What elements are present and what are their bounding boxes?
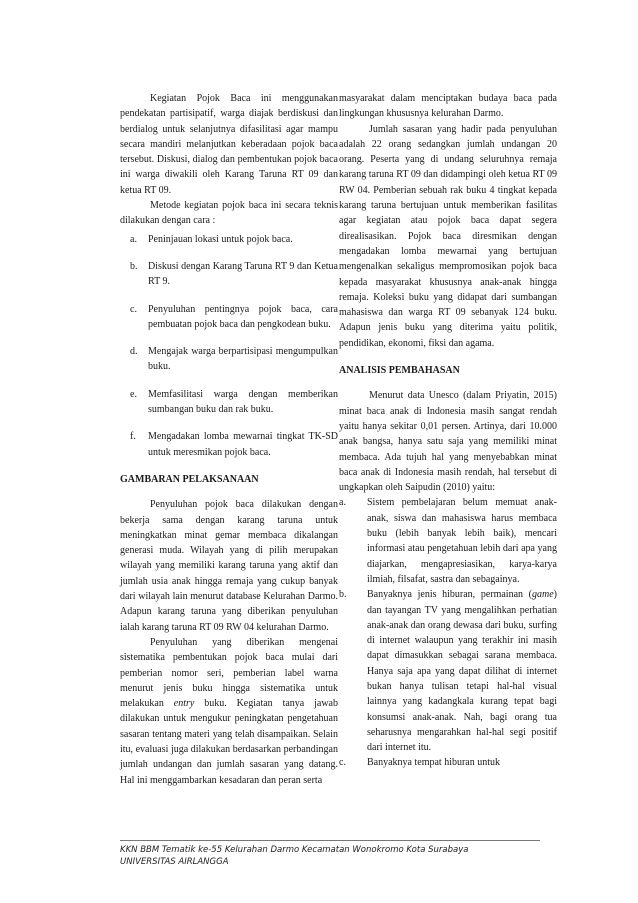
footer-line: UNIVERSITAS AIRLANGGA bbox=[120, 857, 229, 867]
list-item: a. Peninjauan lokasi untuk pojok baca. bbox=[130, 233, 293, 245]
list-item: f. Mengadakan lomba mewarnai tingkat TK-SD untuk meresmikan pojok baca. bbox=[130, 431, 338, 458]
paragraph-unesco: Menurut data Unesco (dalam Priyatin, 2015) minat baca anak di Indonesia masih sangat rendah yaitu hanya sekitar 0,01 persen. Artinya, dari 10.000 anak bangsa, hanya satu saja yang memiliki minat membaca. Ada tujuh hal yang menyebabkan minat baca anak di Indonesia masih rendah, hal tersebut di ungkapkan oleh Saipudin (2010) yaitu: bbox=[339, 390, 557, 494]
list-item: a. Sistem pembelajaran belum memuat anak-anak, siswa dan mahasiswa harus membaca buku (lebih banyak lebih baik), mencari informasi atau pengetahuan lebih dari apa yang diajarkan, mengapresiasikan, karya-karya ilmiah, filsafat, sastra dan sebagainya. bbox=[339, 497, 557, 585]
paragraph-continuation: masyarakat dalam menciptakan budaya baca pada lingkungan khususnya kelurahan Darmo. bbox=[339, 93, 557, 120]
section-heading-implementation: GAMBARAN PELAKSANAAN bbox=[120, 473, 259, 485]
list-item: e. Memfasilitasi warga dengan memberikan sumbangan buku dan rak buku. bbox=[130, 388, 338, 416]
list-item: d. Mengajak warga berpartisipasi mengumpulkan buku. bbox=[130, 346, 338, 373]
left-column bbox=[120, 91, 338, 788]
paragraph-participants: Jumlah sasaran yang hadir pada penyuluhan adalah 22 orang sedangkan jumlah undangan 20 orang. Peserta yang di undang seluruhnya remaja karang taruna RT 09 dan didampingi oleh ketua RT 09 RW 04. Pemberian sebuah rak buku 4 tingkat kepada karang taruna bertujuan untuk memberikan fasilitas agar kegiatan atau pojok baca dapat segera direalisasikan. Pojok baca diresmikan dengan mengadakan lomba mewarnai yang bertujuan mengenalkan sekaligus mempromosikan pojok baca kepada masyarakat khususnya anak-anak hingga remaja. Koleksi buku yang didapat dari sumbangan mahasiswa dan warga RT 09 sebanyak 124 buku. Adapun jenis buku yang diterima yaitu politik, pendidikan, ekonomi, fiksi dan agama. bbox=[339, 123, 557, 349]
footer-line: KKN BBM Tematik ke-55 Kelurahan Darmo Kecamatan Wonokromo Kota Surabaya bbox=[120, 845, 469, 855]
page-footer bbox=[120, 840, 540, 868]
right-column bbox=[339, 91, 557, 771]
list-item: c. Penyuluhan pentingnya pojok baca, cara pembuatan pojok baca dan pengkodean buku. bbox=[130, 303, 338, 330]
list-item: b. Diskusi dengan Karang Taruna RT 9 dan Ketua RT 9. bbox=[130, 260, 338, 288]
section-heading-analysis: ANALISIS PEMBAHASAN bbox=[339, 365, 460, 377]
paragraph-method: Metode kegiatan pojok baca ini secara teknis dilakukan dengan cara : bbox=[120, 200, 338, 227]
paragraph-implementation: Penyuluhan pojok baca dilakukan dengan bekerja sama dengan karang taruna untuk meningkatkan minat gemar membaca dikalangan generasi muda. Wilayah yang di pilih merupakan wilayah yang memiliki karang taruna yang aktif dan jumlah usia anak hingga remaja yang cukup banyak dari wilayah lain menurut database Kelurahan Darmo. Adapun karang taruna yang diberikan penyuluhan ialah karang taruna RT 09 RW 04 kelurahan Darmo. bbox=[120, 499, 338, 633]
list-item: b. Banyaknya jenis hiburan, permainan (game) dan tayangan TV yang mengalihkan perhatian anak-anak dan orang dewasa dari buku, surfing di internet walaupun yang terakhir ini masih dapat dimasukkan sebagai sarana membaca. Hanya saja apa yang dapat dilihat di internet bukan hanya tulisan tetapi hal-hal visual lainnya yang kadangkala kurang tepat bagi konsumsi anak-anak. Nah, bagi orang tua seharusnya mengarahkan hal-hal segi positif dari internet itu. bbox=[339, 589, 557, 754]
paragraph-approach: Kegiatan Pojok Baca ini menggunakan pendekatan partisipatif, warga diajak berdiskusi dan berdialog untuk selanjutnya difasilitasi agar mampu secara mandiri melanjutkan keberadaan pojok baca tersebut. Diskusi, dialog dan pembentukan pojok baca ini warga diwakili oleh Karang Taruna RT 09 dan ketua RT 09. bbox=[120, 93, 338, 196]
list-item: c. Banyaknya tempat hiburan untuk bbox=[339, 757, 501, 769]
method-list bbox=[120, 232, 338, 460]
paragraph-counseling: Penyuluhan yang diberikan mengenai sistematika pembentukan pojok baca mulai dari pemberian nomor seri, pemberian label warna menurut jenis buku hingga sistematika untuk melakukan entry buku. Kegiatan tanya jawab dilakukan untuk mengukur peningkatan pengetahuan sasaran tentang materi yang telah disampaikan. Selain itu, evaluasi juga dilakukan berdasarkan perbandingan jumlah undangan dan jumlah sasaran yang datang. Hal ini menggambarkan kesadaran dan peran serta bbox=[120, 636, 338, 786]
